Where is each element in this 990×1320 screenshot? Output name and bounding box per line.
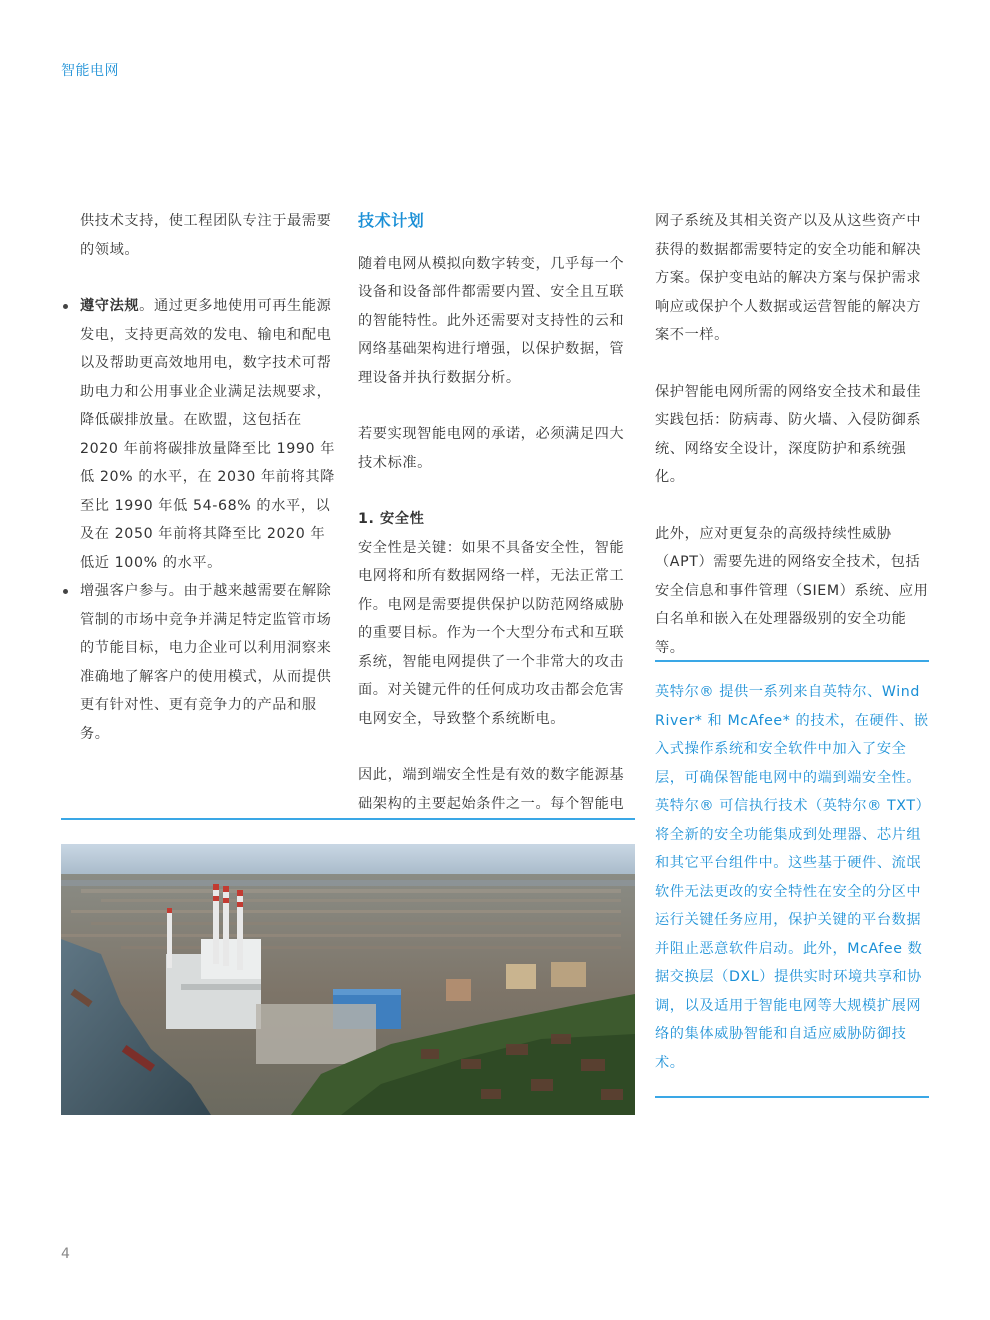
bullet-customer-engagement	[80, 577, 340, 748]
page-section-title: 智能电网	[61, 63, 119, 79]
middle-paragraph-1: 随着电网从模拟向数字转变，几乎每一个设备和设备部件都需要内置、安全且互联的智能特性。此外还需要对支持性的云和网络基础架构进行增强，以保护数据，管理设备并执行数据分析。	[358, 255, 625, 386]
section-heading: 技术计划	[358, 211, 425, 230]
middle-paragraph-3: 安全性是关键：如果不具备安全性，智能电网将和所有数据网络一样，无法正常工作。电网是需要提供保护以防范网络威胁的重要目标。作为一个大型分布式和互联系统，智能电网提供了一个非常大的攻击面。对关键元件的任何成功攻击都会危害电网安全，导致整个系统断电。	[358, 539, 625, 727]
right-column	[655, 207, 929, 662]
callout-box	[655, 678, 929, 1077]
middle-column	[358, 207, 632, 818]
right-paragraph-3: 此外，应对更复杂的高级持续性威胁（APT）需要先进的网络安全技术，包括安全信息和事件管理（SIEM）系统、应用白名单和嵌入在处理器级别的安全功能等。	[655, 525, 929, 656]
bullet-compliance-text: 。通过更多地使用可再生能源发电，支持更高效的发电、输电和配电以及帮助更高效地用电，数字技术可帮助电力和公用事业企业满足法规要求，降低碳排放量。在欧盟，这包括在 2020 年前将碳排放量降至比 1990 年低 20% 的水平，在 2030 年前将其降至比 1990 年低 54-68% 的水平，以及在 2050 年前将其降至比 2020 年低近 100% 的水平。	[80, 298, 336, 571]
bullet-compliance	[80, 292, 340, 577]
bullet-customer-engagement-text: 增强客户参与。由于越来越需要在解除管制的市场中竞争并满足特定监管市场的节能目标，电力企业可以利用洞察来准确地了解客户的使用模式，从而提供更有针对性、更有竞争力的产品和服务。	[80, 583, 332, 742]
left-intro-paragraph: 供技术支持，使工程团队专注于最需要的领域。	[80, 213, 332, 258]
page-number: 4	[61, 1246, 70, 1262]
subheading-security: 1. 安全性	[358, 511, 425, 527]
bullet-compliance-lead: 遵守法规	[80, 298, 140, 314]
right-paragraph-2: 保护智能电网所需的网络安全技术和最佳实践包括：防病毒、防火墙、入侵防御系统、网络安全设计，深度防护和系统强化。	[655, 383, 922, 485]
callout-text: 英特尔® 提供一系列来自英特尔、Wind River* 和 McAfee* 的技术，在硬件、嵌入式操作系统和安全软件中加入了安全层，可确保智能电网中的端到端安全性。英特尔® 可信执行技术（英特尔® TXT）将全新的安全功能集成到处理器、芯片组和其它平台组件中。这些基于硬件、流氓软件无法更改的安全特性在安全的分区中运行关键任务应用，保护关键的平台数据并阻止恶意软件启动。此外，McAfee 数据交换层（DXL）提供实时环境共享和协调，以及适用于智能电网等大规模扩展网络的集体威胁智能和自适应威胁防御技术。	[655, 684, 929, 1071]
callout-bottom-rule	[655, 1096, 929, 1098]
callout-top-rule	[655, 660, 929, 662]
right-paragraph-1: 网子系统及其相关资产以及从这些资产中获得的数据都需要特定的安全功能和解决方案。保护变电站的解决方案与保护需求响应或保护个人数据或运营智能的解决方案不一样。	[655, 213, 922, 343]
power-plant-aerial-photo	[61, 844, 635, 1115]
middle-paragraph-2: 若要实现智能电网的承诺，必须满足四大技术标准。	[358, 426, 625, 471]
photo-top-rule	[61, 818, 635, 820]
left-column	[80, 207, 340, 748]
middle-paragraph-4: 因此，端到端安全性是有效的数字能源基础架构的主要起始条件之一。每个智能电	[358, 767, 625, 812]
